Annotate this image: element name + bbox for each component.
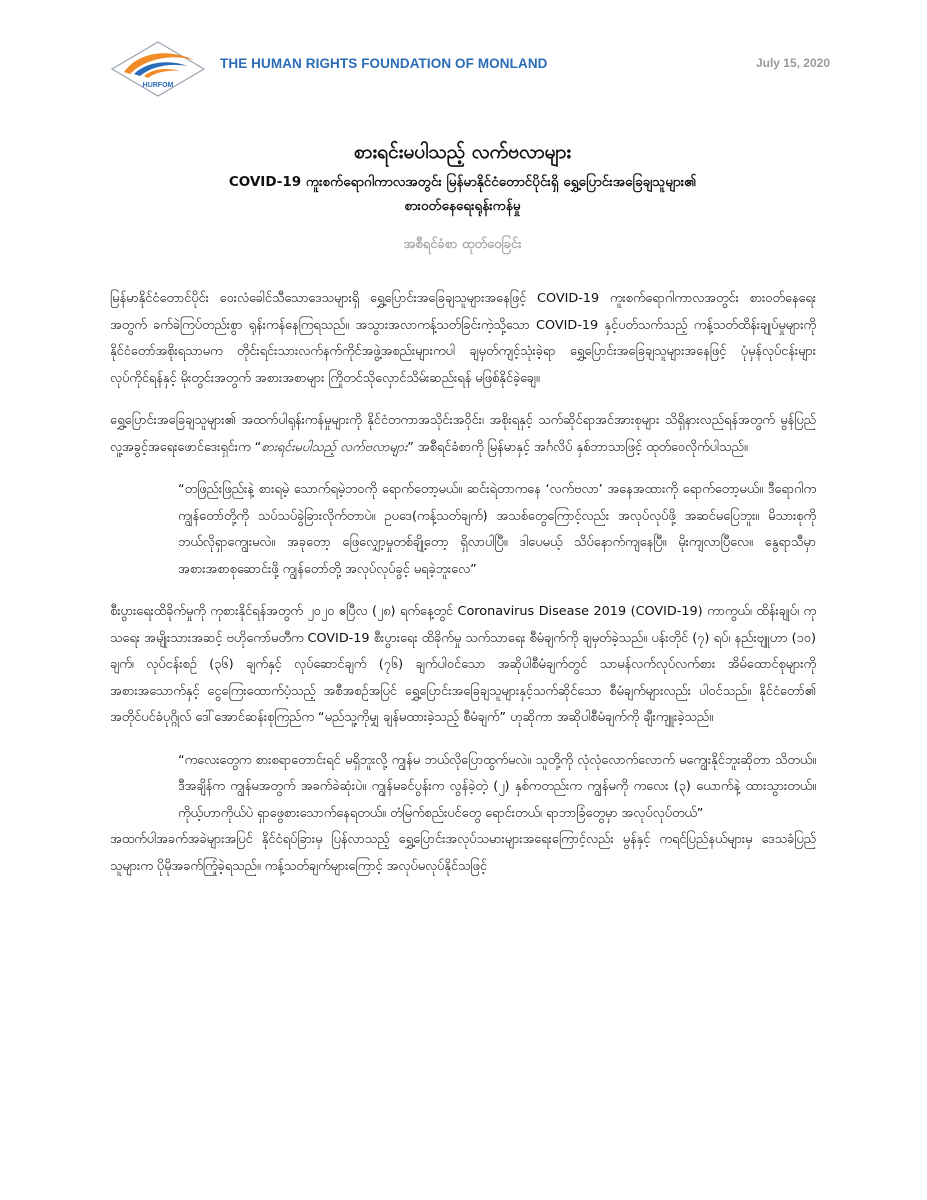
paragraph-2-text-b: ” အစီရင်ခံစာကို မြန်မာနှင့် အင်္ဂလိပ် နှစ်ဘာသာဖြင့် ထုတ်ဝေလိုက်ပါသည်။ [407,439,748,455]
report-title: စားရင်းမပါသည့် လက်ဗလာများ [353,141,572,163]
document-body [110,286,816,880]
document-date: July 15, 2020 [755,56,830,70]
report-subtitle-line2: စားဝတ်နေရေးရုန်းကန်မှု [404,198,521,214]
paragraph-2-text-a: ရွှေ့ပြောင်းအခြေချသူများ၏ အထက်ပါရုန်းကန်မှုများကို နိုင်ငံတကာအသိုင်းအဝိုင်း၊ အစိုးရနှင့် သက်ဆိုင်ရာအင်အားစုများ သိရှိနားလည်ရန်အတွက် မွန်ပြည်လူ့အခွင့်အရေးဖောင်ဒေးရှင်းက “ [110,413,817,455]
hurfom-logo [110,40,206,98]
quote-2: “ကလေးတွေက စားစရာတောင်းရင် မရှိဘူးလို့ ကျွန်မ ဘယ်လိုပြောထွက်မလဲ။ သူတို့ကို လုံလုံလောက်လောက် မကျွေးနိုင်ဘူးဆိုတာ သိတယ်။ ဒီအချိန်က ကျွန်မအတွက် အခက်ခဲဆုံးပဲ။ ကျွန်မခင်ပွန်းက လွန်ခဲ့တဲ့ (၂) နှစ်ကတည်းက ကျွန်မကို ကလေး (၃) ယောက်နဲ့ ထားသွားတယ်။ ကိုယ့်ဟာကိုယ်ပဲ ရှာဖွေစားသောက်နေရတယ်။ တံမြက်စည်းပင်တွေ ရောင်းတယ်၊ ရာဘာခြံတွေမှာ အလုပ်လုပ်တယ်” [178,752,816,821]
paragraph-2 [110,408,816,461]
report-subtitle-line1: COVID-19 ကူးစက်ရောဂါကာလအတွင်း မြန်မာနိုင်ငံတောင်ပိုင်းရှိ ရွှေ့ပြောင်းအခြေချသူများ၏ [228,174,697,190]
quote-1: “တဖြည်းဖြည်းနဲ့ စားရမဲ့ သောက်ရမဲ့ဘဝကို ရောက်တော့မယ်။ ဆင်းရဲတာကနေ ‘လက်ဗလာ’ အနေအထားကို ရောက်တော့မယ်။ ဒီရောဂါက ကျွန်တော်တို့ကို သပ်သပ်ခွဲခြားလိုက်တာပဲ။ ဥပဒေ(ကန့်သတ်ချက်) အသစ်တွေကြောင့်လည်း အလုပ်လုပ်ဖို့ အဆင်မပြေဘူး။ မိသားစုကို ဘယ်လိုရှာကျွေးမလဲ။ အခုတော့ ဖြေလျှော့မှုတစ်ချို့တော့ ရှိလာပါပြီ။ ဒါပေမယ့် သိပ်နောက်ကျနေပြီ။ မိုးကျလာပြီလေ။ နွေရာသီမှာ အစားအစာစုဆောင်းဖို့ ကျွန်တော်တို့ အလုပ်လုပ်ခွင့် မရခဲ့ဘူးလေ” [178,482,816,577]
organization-name: THE HUMAN RIGHTS FOUNDATION OF MONLAND [220,56,548,71]
page-header [110,40,830,100]
logo-text: HURFOM [142,82,174,89]
title-block [110,138,815,255]
paragraph-1: မြန်မာနိုင်ငံတောင်ပိုင်း ဝေးလံခေါင်သီသောဒေသများရှိ ရွှေ့ပြောင်းအခြေချသူများအနေဖြင့် COVID-19 ကူးစက်ရောဂါကာလအတွင်း စားဝတ်နေရေးအတွက် ခက်ခဲကြပ်တည်းစွာ ရုန်းကန်နေကြရသည်။ အသွားအလာကန့်သတ်ခြင်းကဲ့သို့သော COVID-19 နှင့်ပတ်သက်သည့် ကန့်သတ်ထိန်းချုပ်မှုများကို နိုင်ငံတော်အစိုးရသာမက တိုင်းရင်းသားလက်နက်ကိုင်အဖွဲ့အစည်းများကပါ ချမှတ်ကျင့်သုံးခဲ့ရာ ရွှေ့ပြောင်းအခြေချသူများအနေဖြင့် ပုံမှန်လုပ်ငန်းများ လုပ်ကိုင်ရန်နှင့် မိုးတွင်းအတွက် အစားအစာများ ကြိုတင်သိုလှောင်သိမ်းဆည်းရန် မဖြစ်နိုင်ခဲ့ချေ။ [110,291,816,386]
report-release-label: အစီရင်ခံစာ ထုတ်ဝေခြင်း [403,237,522,252]
paragraph-3: စီးပွားရေးထိခိုက်မှုကို ကုစားနိုင်ရန်အတွက် ၂၀၂၀ ဧပြီလ (၂၈) ရက်နေ့တွင် Coronavirus Disease 2019 (COVID-19) ကာကွယ်၊ ထိန်းချုပ်၊ ကုသရေး အမျိုးသားအဆင့် ဗဟိုကော်မတီက COVID-19 စီးပွားရေး ထိခိုက်မှု သက်သာရေး စီမံချက်ကို ချမှတ်ခဲ့သည်။ ပန်းတိုင် (၇) ရပ်၊ နည်းဗျူဟာ (၁၀) ချက်၊ လုပ်ငန်းစဉ် (၃၆) ချက်နှင့် လုပ်ဆောင်ချက် (၇၆) ချက်ပါဝင်သော အဆိုပါစီမံချက်တွင် သာမန်လက်လုပ်လက်စား အိမ်ထောင်စုများကို အစားအသောက်နှင့် ငွေကြေးထောက်ပံ့သည့် အစီအစဉ်အပြင် ရွှေ့ပြောင်းအခြေချသူများနှင့်သက်ဆိုင်သော စီမံချက်များလည်း ပါဝင်သည်။ နိုင်ငံတော်၏ အတိုင်ပင်ခံပုဂ္ဂိုလ် ဒေါ်အောင်ဆန်းစုကြည်က “မည်သူ့ကိုမျှ ချန်မထားခဲ့သည့် စီမံချက်” ဟုဆိုကာ အဆိုပါစီမံချက်ကို ချီးကျူးခဲ့သည်။ [110,604,816,725]
paragraph-4: အထက်ပါအခက်အခဲများအပြင် နိုင်ငံရပ်ခြားမှ ပြန်လာသည့် ရွှေ့ပြောင်းအလုပ်သမားများအရေးကြောင့်လည်း မွန်နှင့် ကရင်ပြည်နယ်များမှ ဒေသခံပြည်သူများက ပိုမိုအခက်ကြုံခဲ့ရသည်။ ကန့်သတ်ချက်များကြောင့် အလုပ်မလုပ်နိုင်သဖြင့် [110,832,816,874]
report-title-reference: စားရင်းမပါသည့် လက်ဗလာများ [261,439,408,455]
